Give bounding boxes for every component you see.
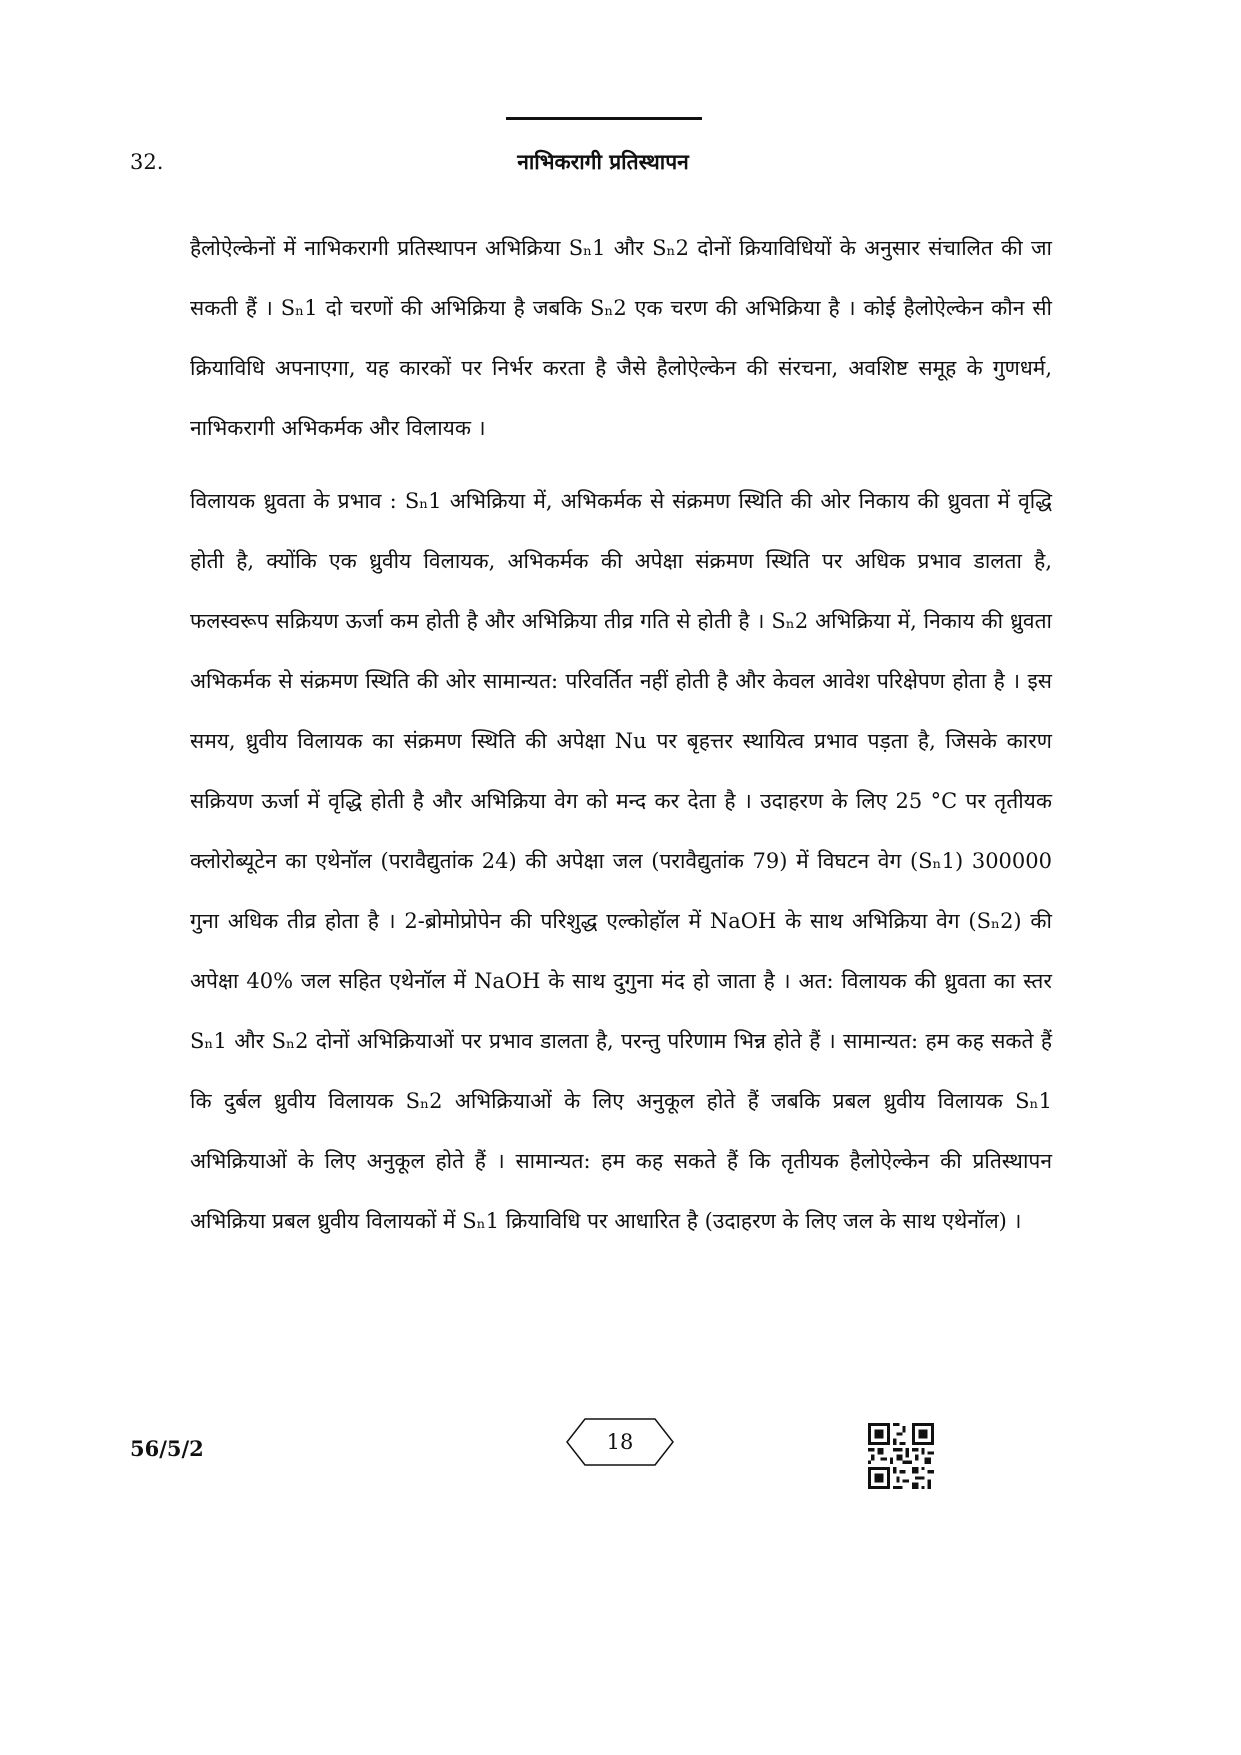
title-rule <box>506 117 702 120</box>
paper-code: 56/5/2 <box>130 1436 204 1461</box>
section-title: नाभिकरागी प्रतिस्थापन <box>517 149 689 174</box>
question-number: 32. <box>130 150 164 174</box>
page-number: 18 <box>606 1430 634 1454</box>
body-text <box>190 218 1052 1251</box>
paragraph-solvent-polarity: विलायक ध्रुवता के प्रभाव : Sₙ​1 अभिक्रिया में, अभिकर्मक से संक्रमण स्थिति की ओर निकाय की ध्रुवता में वृद्धि होती है, क्योंकि एक ध्रुवीय विलायक, अभिकर्मक की अपेक्षा संक्रमण स्थिति पर अधिक प्रभाव डालता है, फलस्वरूप सक्रियण ऊर्जा कम होती है और अभिक्रिया तीव्र गति से होती है । Sₙ​2 अभिक्रिया में, निकाय की ध्रुवता अभिकर्मक से संक्रमण स्थिति की ओर सामान्यत: परिवर्तित नहीं होती है और केवल आवेश परिक्षेपण होता है । इस समय, ध्रुवीय विलायक का संक्रमण स्थिति की अपेक्षा Nu पर बृहत्तर स्थायित्व प्रभाव पड़ता है, जिसके कारण सक्रियण ऊर्जा में वृद्धि होती है और अभिक्रिया वेग को मन्द कर देता है । उदाहरण के लिए 25 °C पर तृतीयक क्लोरोब्यूटेन का एथेनॉल (परावैद्युतांक 24) की अपेक्षा जल (परावैद्युतांक 79) में विघटन वेग (Sₙ​1) 300000 गुना अधिक तीव्र होता है । 2-ब्रोमोप्रोपेन की परिशुद्ध एल्कोहॉल में NaOH के साथ अभिक्रिया वेग (Sₙ​2) की अपेक्षा 40% जल सहित एथेनॉल में NaOH के साथ दुगुना मंद हो जाता है । अत: विलायक की ध्रुवता का स्तर Sₙ​1 और Sₙ​2 दोनों अभिक्रियाओं पर प्रभाव डालता है, परन्तु परिणाम भिन्न होते हैं । सामान्यत: हम कह सकते हैं कि दुर्बल ध्रुवीय विलायक Sₙ​2 अभिक्रियाओं के लिए अनुकूल होते हैं जबकि प्रबल ध्रुवीय विलायक Sₙ​1 अभिक्रियाओं के लिए अनुकूल होते हैं । सामान्यत: हम कह सकते हैं कि तृतीयक हैलोऐल्केन की प्रतिस्थापन अभिक्रिया प्रबल ध्रुवीय विलायकों में Sₙ​1 क्रियाविधि पर आधारित है (उदाहरण के लिए जल के साथ एथेनॉल) । <box>190 489 1052 1233</box>
qr-code-icon <box>868 1423 934 1489</box>
paragraph-intro: हैलोऐल्केनों में नाभिकरागी प्रतिस्थापन अभिक्रिया Sₙ​1 और Sₙ​2 दोनों क्रियाविधियों के अनुसार संचालित की जा सकती हैं । Sₙ​1 दो चरणों की अभिक्रिया है जबकि Sₙ​2 एक चरण की अभिक्रिया है । कोई हैलोऐल्केन कौन सी क्रियाविधि अपनाएगा, यह कारकों पर निर्भर करता है जैसे हैलोऐल्केन की संरचना, अवशिष्ट समूह के गुणधर्म, नाभिकरागी अभिकर्मक और विलायक । <box>190 236 1052 440</box>
page-number-badge <box>565 1418 675 1466</box>
